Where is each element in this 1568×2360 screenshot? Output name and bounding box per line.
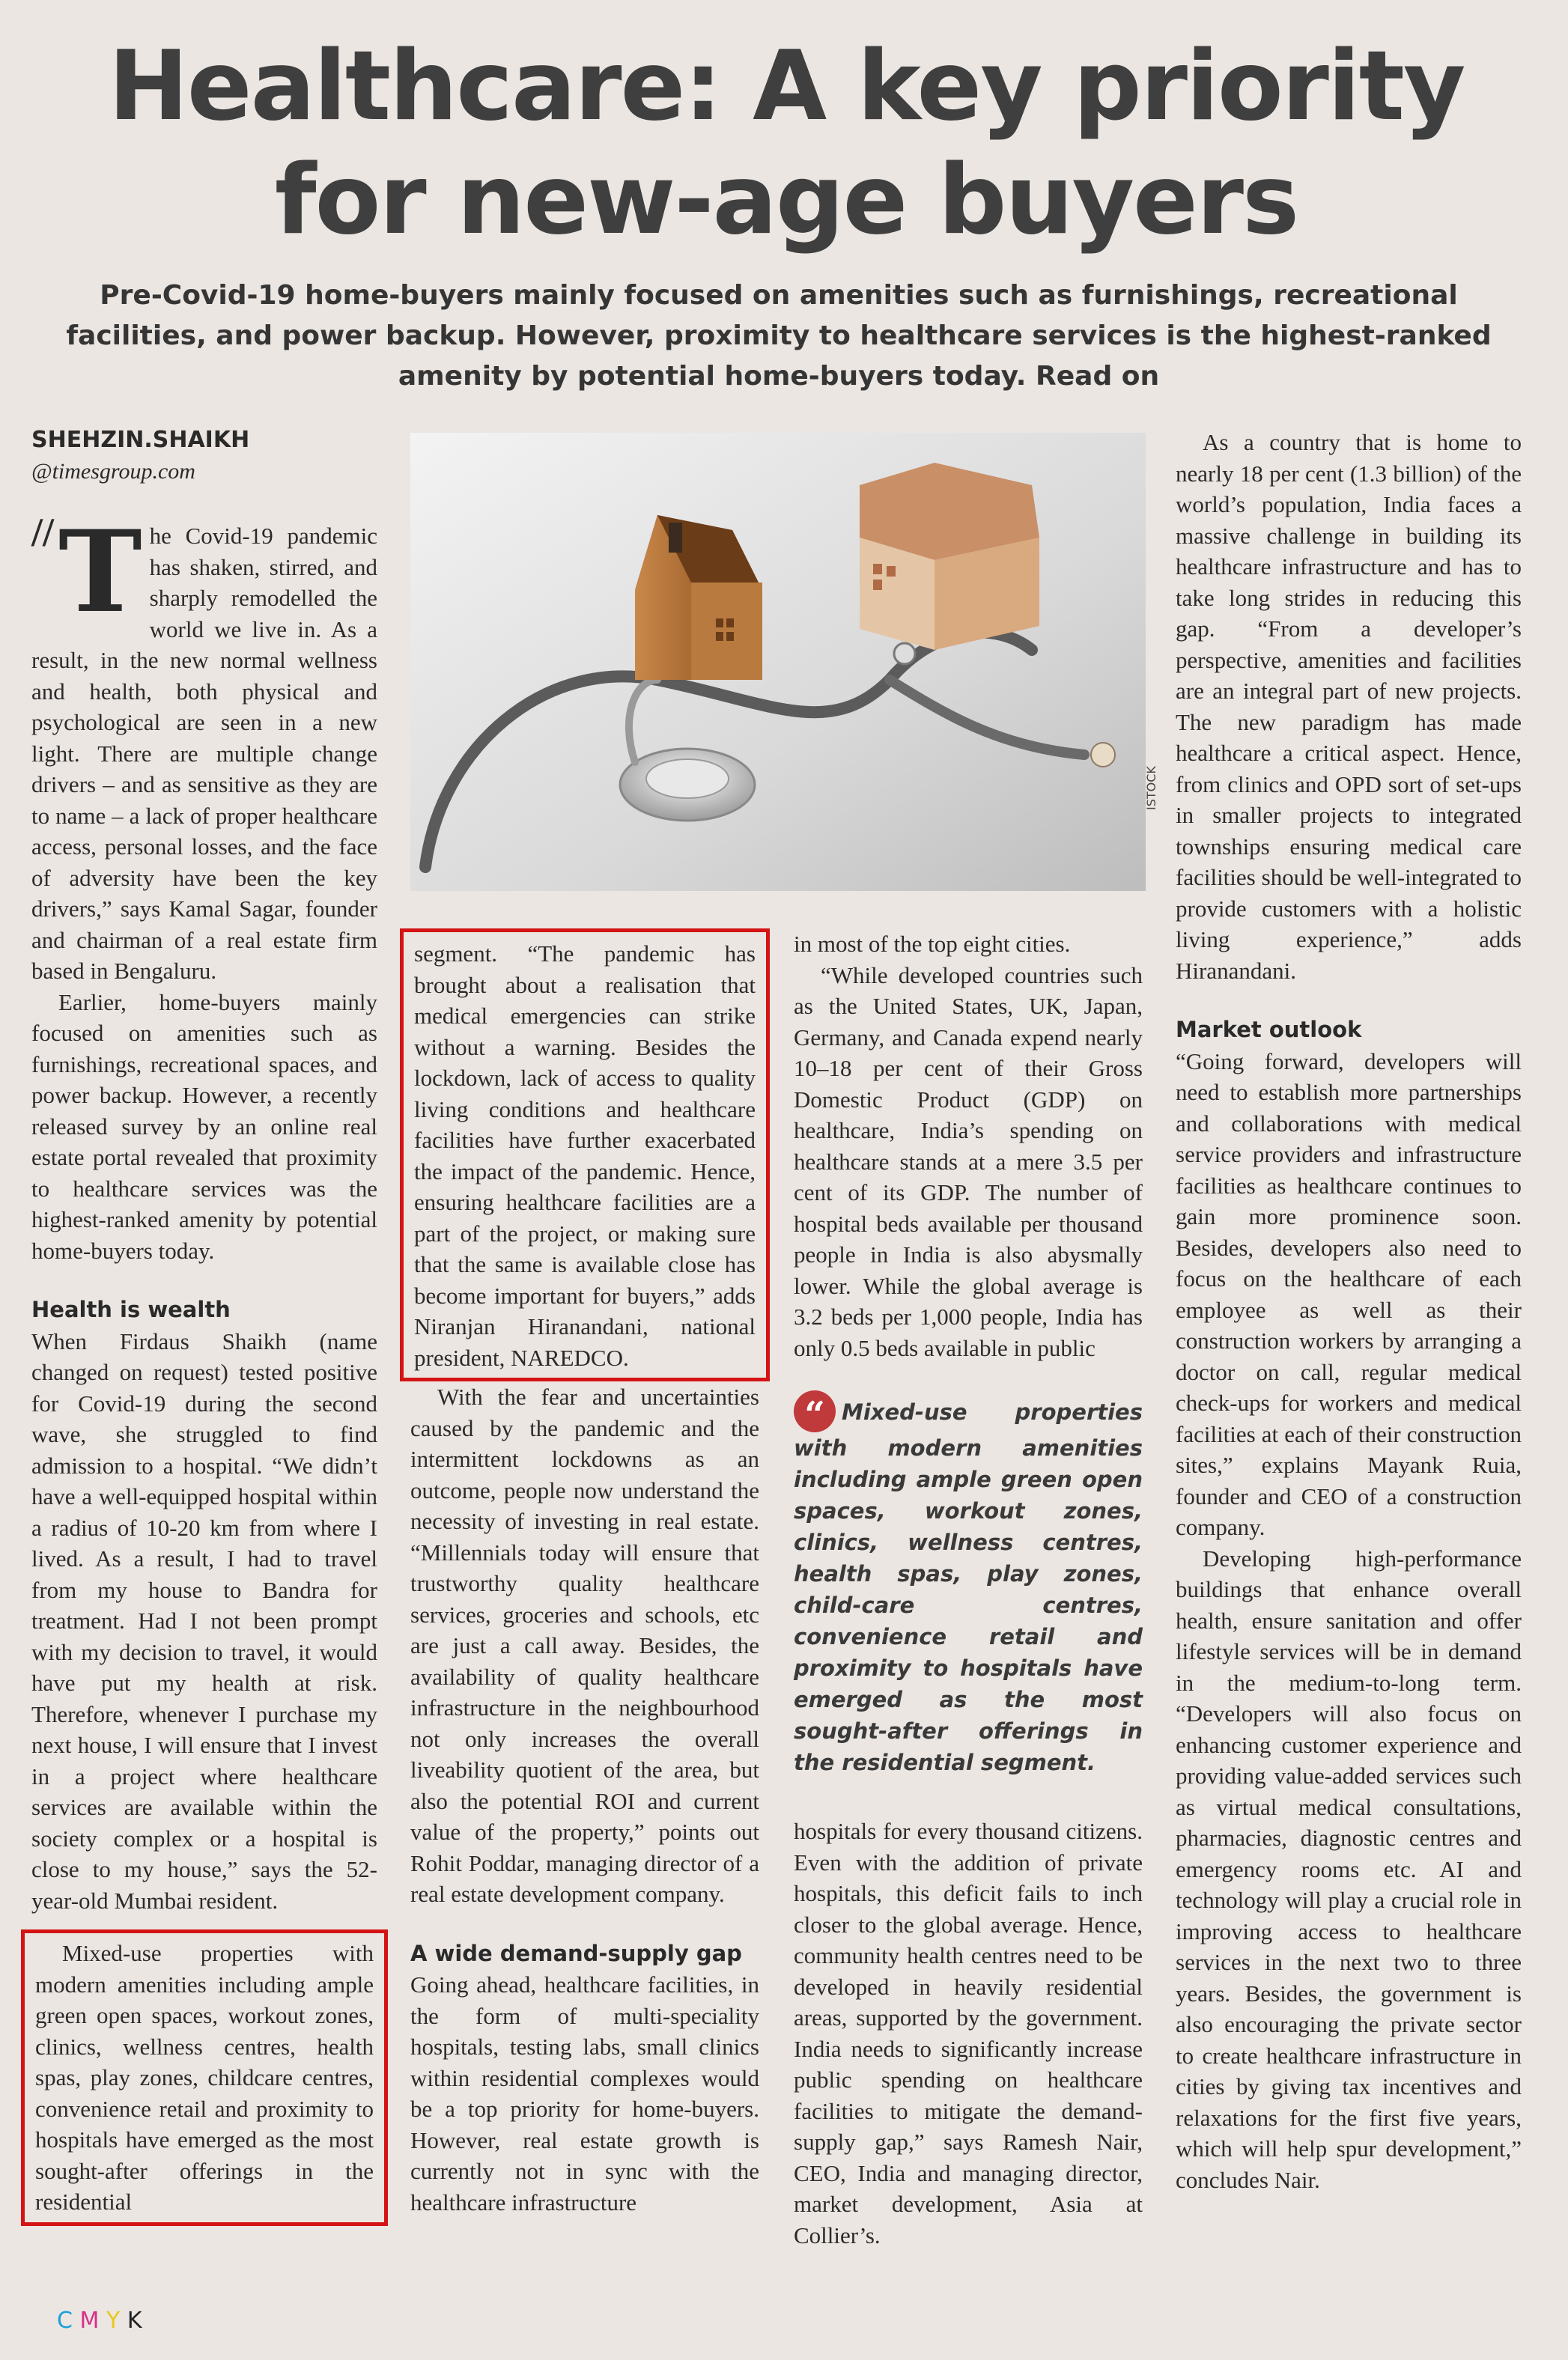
photo-credit: ISTOCK [1144, 766, 1158, 810]
column-1-paragraph-3: When Firdaus Shaikh (name changed on request) tested positive for Covid-19 during the second wave, she struggled to find admission to a hospital. “We didn’t have a well-equipped hospital within a radius of 10-20 km from where I lived. As a result, I had to travel from my house to Bandra for treatment. Had I not been prompt with my decision to travel, it would have put my health at risk. Therefore, whenever I purchase my next house, I will ensure that I invest in a project where healthcare services are available within the society complex or a hospital is close to my house,” says the 52-year-old Mumbai resident. [31, 1328, 377, 1914]
byline-email: @timesgroup.com [31, 459, 195, 484]
column-4-paragraph-3: Developing high-performance buildings that enhance overall health, ensure sanitation and offer lifestyle services will be in demand in the medium-to-long term. “Developers will also focus on enhancing customer experience and providing value-added services such as virtual medical consultations, pharmacies, diagnostic centres and emergency rooms etc. AI and technology will play a crucial role in improving access to healthcare services in the next two to three years. Besides, the government is also encouraging the private sector to create healthcare infrastructure in cities by giving tax incentives and relaxations for the first five years, which will help spur development,” concludes Nair. [1176, 1545, 1522, 2193]
cmyk-registration [57, 2308, 142, 2334]
cmyk-c: C [57, 2308, 73, 2334]
drop-cap: T [58, 506, 142, 638]
column-3-paragraph-2: “While developed countries such as the United States, UK, Japan, Germany, and Canada expend nearly 10–18 per cent of their Gross Domestic Product (GDP) on healthcare, India’s spending on healthcare stands at a mere 3.5 per cent of its GDP. The number of hospital beds available per thousand people in India is also abysmally lower. While the global average is 3.2 beds per 1,000 people, India has only 0.5 beds available in public [794, 961, 1143, 1361]
column-2 [410, 928, 759, 2218]
column-1-paragraph-1: // T he Covid-19 pandemic has shaken, stirred, and sharply remodelled the world we live in. As a result, in the new normal wellness and health, both physical and psychological are seen in a new light. There are multiple change drivers – and as sensitive as they are to name – a lack of proper healthcare access, personal losses, and the face of adversity have been the key drivers,” says Kamal Sagar, founder and chairman of a real estate firm based in Bengaluru. [31, 506, 377, 984]
column-2-paragraph-2: With the fear and uncertainties caused by the pandemic and the intermittent lockdowns as an outcome, people now understand the necessity of investing in real estate. “Millennials today will ensure that trustworthy quality healthcare services, groceries and schools, etc are just a call away. Besides, the availability of quality healthcare infrastructure in the neighbourhood not only increases the overall liveability quotient of the area, but also the potential ROI and current value of the property,” points out Rohit Poddar, managing director of a real estate development company. [410, 1384, 759, 1907]
column-1-paragraph-4: Mixed-use properties with modern amenities including ample green open spaces, workout zones, clinics, wellness centres, health spas, play zones, childcare centres, convenience retail and proximity to hospitals have emerged as the most sought-after offerings in the residential [35, 1940, 374, 2215]
highlight-box-1 [21, 1929, 388, 2226]
column-3-paragraph-1: in most of the top eight cities. [794, 931, 1071, 957]
subhead-health-is-wealth: Health is wealth [31, 1297, 231, 1322]
column-4-paragraph-1: As a country that is home to nearly 18 per cent (1.3 billion) of the world’s population, India faces a massive challenge in building its healthcare infrastructure and has to take long strides in reducing this gap. “From a developer’s perspective, amenities and facilities are an integral part of new projects. The new paradigm has made healthcare a critical aspect. Hence, from clinics and OPD sort of set-ups in smaller projects to integrated townships ensuring medical care facilities should be well-integrated to provide customers with a holistic living experience,” adds Hiranandani. [1176, 429, 1522, 984]
column-1 [31, 506, 377, 2226]
column-3 [794, 928, 1143, 2251]
column-4 [1176, 427, 1522, 2195]
cmyk-m: M [79, 2308, 100, 2334]
headline: Healthcare: A key priority for new-age buyers [108, 31, 1465, 256]
cmyk-y: Y [106, 2308, 121, 2334]
article-photo [410, 433, 1146, 891]
column-2-paragraph-3: Going ahead, healthcare facilities, in the form of multi-speciality hospitals, testing labs, small clinics within residential complexes would be a top priority for home-buyers. However, real estate growth is currently not in sync with the healthcare infrastructure [410, 1971, 759, 2215]
byline [31, 424, 361, 487]
subhead-demand-supply-gap: A wide demand-supply gap [410, 1940, 742, 1966]
subhead-market-outlook: Market outlook [1176, 1017, 1362, 1042]
houses-and-stethoscope-photo [410, 433, 1146, 891]
column-2-paragraph-1: segment. “The pandemic has brought about a realisation that medical emergencies can strike without a warning. Besides the lockdown, lack of access to quality living conditions and healthcare facilities have further exacerbated the impact of the pandemic. Hence, ensuring healthcare facilities are a part of the project, or making sure that the same is available close has become important for buyers,” adds Niranjan Hiranandani, national president, NAREDCO. [414, 940, 756, 1371]
cmyk-k: K [127, 2308, 142, 2334]
highlight-box-2 [400, 928, 770, 1381]
quote-mark-icon: // [31, 510, 55, 555]
column-4-paragraph-2: “Going forward, developers will need to establish more partnerships and collaborations with medical service providers and infrastructure facilities as healthcare continues to gain more prominence soon. Besides, developers also need to focus on the healthcare of each employee as well as their construction workers by arranging a doctor on call, regular medical check-ups for workers and medical facilities at each of their construction sites,” explains Mayank Ruia, founder and CEO of a construction company. [1176, 1047, 1522, 1540]
column-3-paragraph-3: hospitals for every thousand citizens. Even with the addition of private hospitals, this deficit fails to inch closer to the global average. Hence, community health centres need to be developed in heavily residential areas, supported by the government. India needs to significantly increase public spending on healthcare facilities to mitigate the demand-supply gap,” says Ramesh Nair, CEO, India and managing director, market development, Asia at Collier’s. [794, 1818, 1143, 2248]
quote-icon: “ [794, 1390, 836, 1432]
column-1-paragraph-2: Earlier, home-buyers mainly focused on amenities such as furnishings, recreational spaces, and power backup. However, a recently released survey by an online real estate portal revealed that proximity to healthcare services was the highest-ranked amenity by potential home-buyers today. [31, 988, 377, 1264]
standfirst: Pre-Covid-19 home-buyers mainly focused on amenities such as furnishings, recreational facilities, and power backup. However, proximity to healthcare services is the highest-ranked amenity by potential home-buyers today. Read on [66, 280, 1492, 392]
byline-name: SHEHZIN.SHAIKH [31, 427, 250, 453]
pull-quote: “ Mixed-use properties with modern amenities including ample green open spaces, workout zones, clinics, wellness centres, health spas, play zones, child-care centres, convenience retail and proximity to hospitals have emerged as the most sought-after offerings in the residential segment. [794, 1390, 1143, 1778]
